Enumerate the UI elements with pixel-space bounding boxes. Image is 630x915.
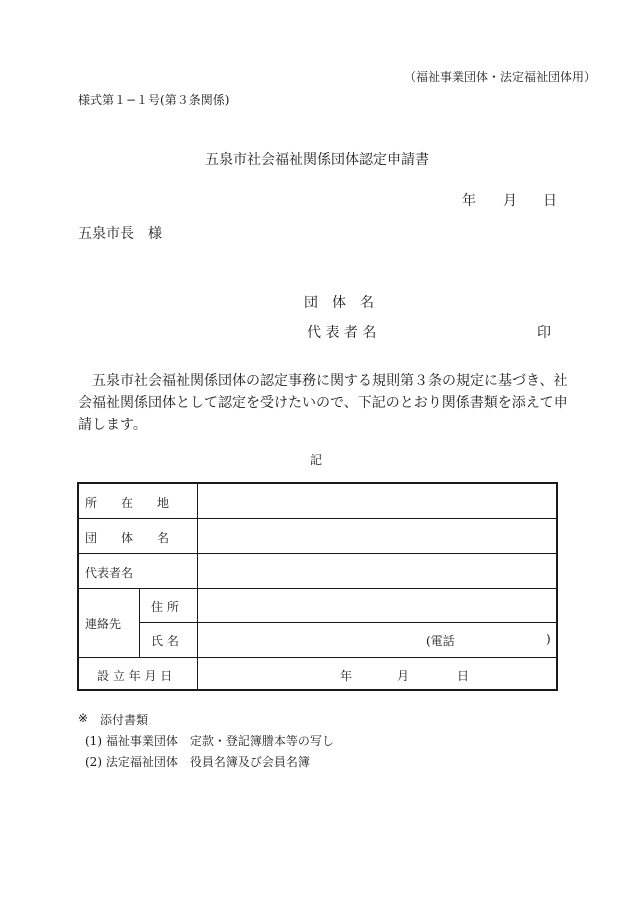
table-row-line [79, 657, 556, 658]
attachment-item-2: (2) 法定福祉団体 役員名簿及び会員名簿 [85, 755, 310, 769]
addressee: 五泉市長 様 [78, 226, 162, 242]
rep-name-label: 代 表 者 名 [307, 325, 377, 341]
date-day: 日 [543, 193, 557, 209]
table-row-line [79, 553, 556, 554]
ki-mark: 記 [310, 453, 323, 467]
phone-close: ) [546, 632, 551, 646]
name-label: 氏 名 [151, 634, 179, 648]
usage-note: （福祉事業団体・法定福祉団体用） [404, 70, 597, 84]
attachment-item-1: (1) 福祉事業団体 定款・登記簿謄本等の写し [85, 734, 334, 748]
table-row-line [79, 588, 556, 589]
table-row-line [79, 518, 556, 519]
org-name-row-label: 団 体 名 [85, 531, 170, 545]
date-year: 年 [462, 193, 476, 209]
established-label: 設 立 年 月 日 [97, 669, 173, 683]
address-label: 住 所 [151, 600, 179, 614]
est-day: 日 [457, 669, 470, 683]
rep-name-row-label: 代表者名 [85, 566, 134, 580]
body-line-2: 会福祉関係団体として認定を受けたいので、下記のとおり関係書類を添えて申 [78, 395, 568, 411]
seal-mark: 印 [537, 325, 551, 341]
body-line-3: 請します。 [78, 417, 147, 433]
application-table [77, 482, 558, 691]
phone-open: (電話 [426, 634, 455, 648]
est-month: 月 [397, 669, 410, 683]
attachments-mark: ※ [78, 711, 89, 725]
body-line-1: 五泉市社会福祉関係団体の認定事務に関する規則第３条の規定に基づき、社 [92, 373, 568, 389]
form-number: 様式第１−１号(第３条関係) [78, 93, 230, 107]
location-label: 所 在 地 [85, 496, 170, 510]
document-title: 五泉市社会福祉関係団体認定申請書 [205, 152, 429, 168]
date-month: 月 [503, 193, 517, 209]
contact-label: 連絡先 [85, 617, 122, 631]
attachments-heading: 添付書類 [100, 713, 149, 727]
org-name-label: 団 体 名 [304, 295, 374, 311]
table-vertical-divider [197, 484, 198, 689]
table-row-line [139, 622, 556, 623]
est-year: 年 [340, 669, 353, 683]
